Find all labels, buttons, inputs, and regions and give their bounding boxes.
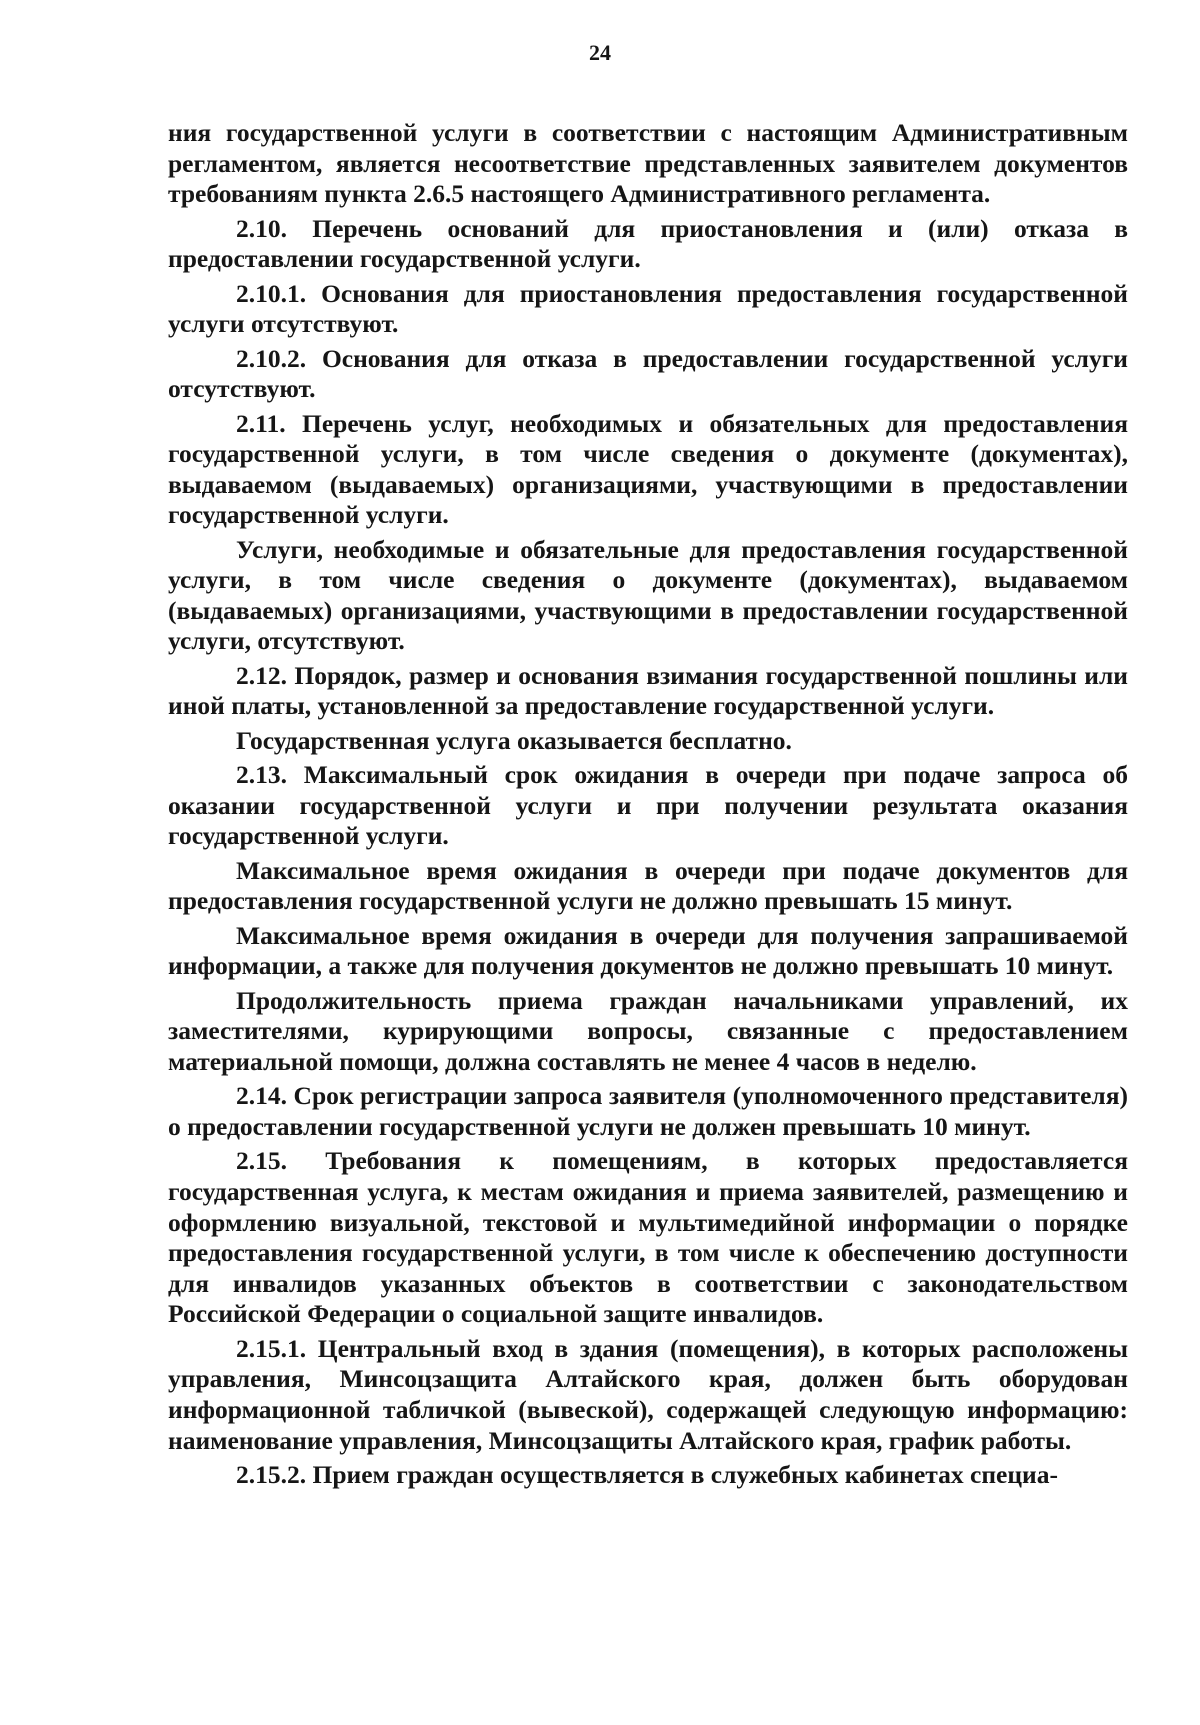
paragraph: 2.14. Срок регистрации запроса заявителя (уполномоченного представителя) о предоставлении государственной услуги не должен превышать 10 минут.: [168, 1081, 1128, 1141]
page-number: 24: [589, 40, 611, 65]
paragraph: Услуги, необходимые и обязательные для предоставления государственной услуги, в том числе сведения о документе (документах), выдаваемом (выдаваемых) организациями, участвующими в предоставлении государственной услуги, отсутствуют.: [168, 534, 1128, 656]
paragraph: 2.15.1. Центральный вход в здания (помещения), в которых расположены управления, Минсоцзащита Алтайского края, должен быть оборудован информационной табличкой (вывеской), содержащей следующую информацию: наименование управления, Минсоцзащиты Алтайского края, график работы.: [168, 1333, 1128, 1455]
paragraph: 2.11. Перечень услуг, необходимых и обязательных для предоставления государственной услуги, в том числе сведения о документе (документах), выдаваемом (выдаваемых) организациями, участвующими в предоставлении государственной услуги.: [168, 408, 1128, 530]
paragraph: 2.12. Порядок, размер и основания взимания государственной пошлины или иной платы, установленной за предоставление государственной услуги.: [168, 660, 1128, 721]
paragraph: 2.13. Максимальный срок ожидания в очереди при подаче запроса об оказании государственной услуги и при получении результата оказания государственной услуги.: [168, 760, 1128, 851]
paragraph: Максимальное время ожидания в очереди при подаче документов для предоставления государственной услуги не должно превышать 15 минут.: [168, 855, 1128, 916]
paragraph: Максимальное время ожидания в очереди для получения запрашиваемой информации, а также для получения документов не должно превышать 10 минут.: [168, 920, 1128, 981]
paragraph: 2.10. Перечень оснований для приостановления и (или) отказа в предоставлении государственной услуги.: [168, 213, 1128, 274]
paragraph: Продолжительность приема граждан начальниками управлений, их заместителями, курирующими вопросы, связанные с предоставлением материальной помощи, должна составлять не менее 4 часов в неделю.: [168, 985, 1128, 1076]
paragraph: 2.10.1. Основания для приостановления предоставления государственной услуги отсутствуют.: [168, 278, 1128, 339]
paragraph: 2.15.2. Прием граждан осуществляется в служебных кабинетах специа-: [236, 1459, 1058, 1489]
paragraph: Государственная услуга оказывается бесплатно.: [236, 725, 792, 755]
document-body: [168, 118, 1128, 1494]
paragraph: ния государственной услуги в соответствии с настоящим Административным регламентом, является несоответствие представленных заявителем документов требованиям пункта 2.6.5 настоящего Административного регламента.: [168, 118, 1128, 209]
paragraph: 2.10.2. Основания для отказа в предоставлении государственной услуги отсутствуют.: [168, 343, 1128, 404]
paragraph: 2.15. Требования к помещениям, в которых предоставляется государственная услуга, к местам ожидания и приема заявителей, размещению и оформлению визуальной, текстовой и мультимедийной информации о порядке предоставления государственной услуги, в том числе к обеспечению доступности для инвалидов указанных объектов в соответствии с законодательством Российской Федерации о социальной защите инвалидов.: [168, 1146, 1128, 1329]
